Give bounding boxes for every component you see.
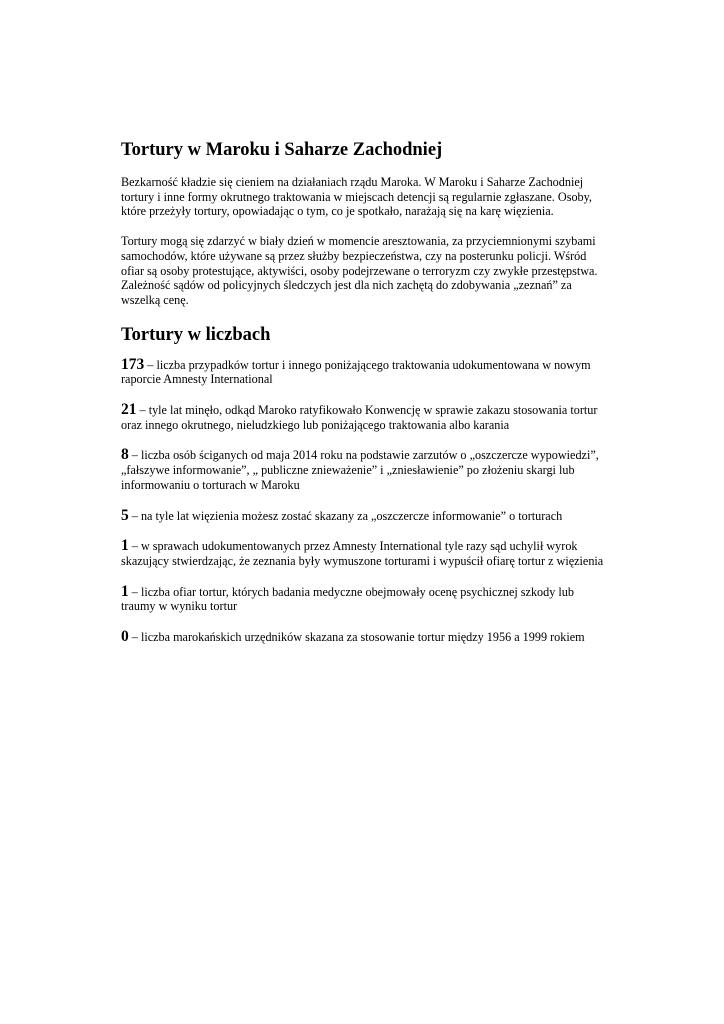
stat-item: [121, 403, 611, 432]
stat-item: [121, 630, 611, 645]
stats-list: [121, 355, 611, 646]
stat-number: 5: [121, 506, 129, 524]
stat-number: 173: [121, 355, 145, 373]
stat-number: 21: [121, 401, 137, 419]
stats-heading: Tortury w liczbach: [121, 324, 271, 345]
intro-section: [121, 175, 611, 308]
intro-paragraph: Tortury mogą się zdarzyć w biały dzień w momencie aresztowania, za przyciemnionymi szybami samochodów, które używane są przez służby bezpieczeństwa, czy na posterunku policji. Wśród ofiar są osoby protestujące, aktywiści, osoby podejrzewane o terroryzm czy zwykłe przestępstwa. Zależność sądów od policyjnych śledczych jest dla nich zachętą do zdobywania „zeznań” za wszelką cenę.: [121, 234, 598, 307]
stat-item: [121, 582, 611, 614]
stat-number: 8: [121, 446, 129, 464]
stat-text: – liczba ofiar tortur, których badania medyczne obejmowały ocenę psychicznej szkody lub traumy w wyniku tortur: [121, 584, 574, 614]
stat-item: [121, 539, 611, 568]
stat-number: 1: [121, 537, 129, 555]
stat-item: [121, 355, 611, 387]
stat-text: – na tyle lat więzienia możesz zostać skazany za „oszczercze informowanie” o torturach: [128, 508, 563, 523]
document-title: Tortury w Maroku i Saharze Zachodniej: [121, 140, 443, 160]
stat-item: [121, 448, 611, 492]
stat-text: – tyle lat minęło, odkąd Maroko ratyfikowało Konwencję w sprawie zakazu stosowania tortur oraz innego okrutnego, nieludzkiego lub poniżającego traktowania albo karania: [121, 403, 598, 432]
stat-number: 1: [121, 582, 129, 600]
stat-item: [121, 506, 611, 524]
stat-text: – w sprawach udokumentowanych przez Amnesty International tyle razy sąd uchylił wyrok skazujący stwierdzając, że zeznania były wymuszone torturami i wypuścił ofiarę tortur z więzienia: [121, 539, 604, 568]
stat-text: – liczba osób ściganych od maja 2014 roku na podstawie zarzutów o „oszczercze wypowiedzi”, „fałszywe informowanie”, „ publiczne znieważenie” i „zniesławienie” po złożeniu skargi lub informowaniu o torturach w Maroku: [121, 448, 599, 492]
stat-text: – liczba przypadków tortur i innego poniżającego traktowania udokumentowana w nowym raporcie Amnesty International: [121, 357, 591, 387]
document-page: [121, 138, 611, 661]
stat-number: 0: [121, 628, 129, 646]
intro-paragraph: Bezkarność kładzie się cieniem na działaniach rządu Maroka. W Maroku i Saharze Zachodniej tortury i inne formy okrutnego traktowania w miejscach detencji są regularnie zgłaszane. Osoby, które przeżyły tortury, opowiadając o tym, co je spotkało, narażają się na karę więzienia.: [121, 175, 592, 219]
stat-text: – liczba marokańskich urzędników skazana za stosowanie tortur między 1956 a 1999 rokiem: [128, 630, 585, 645]
